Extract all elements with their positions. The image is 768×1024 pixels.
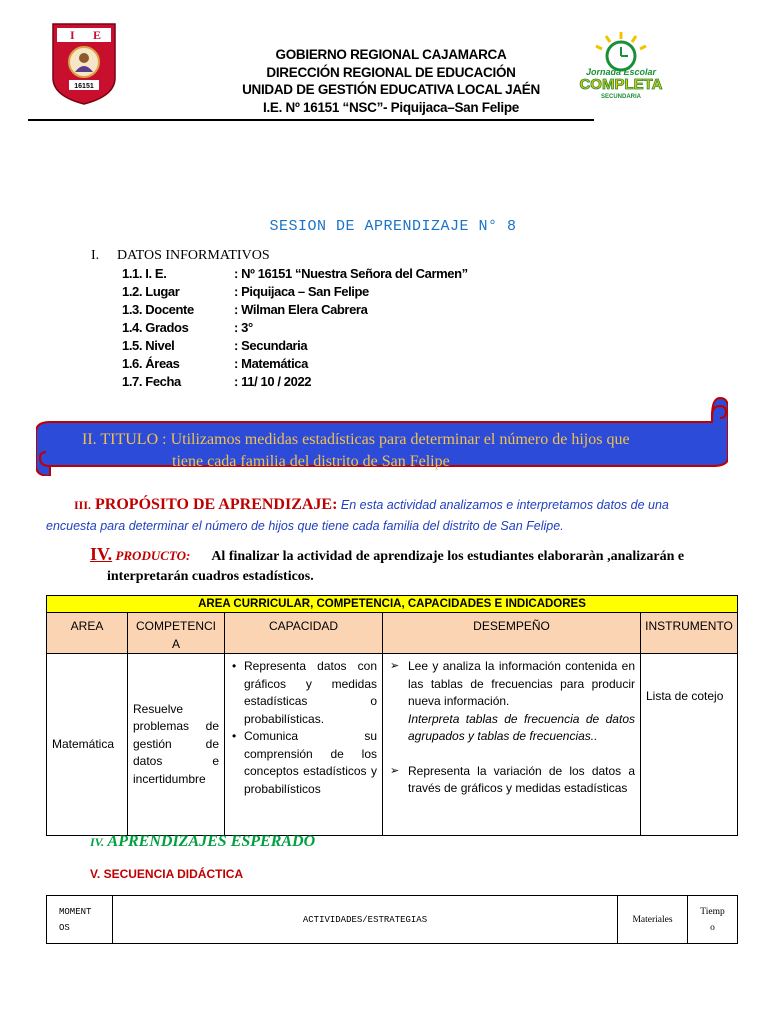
jornada-escolar-completa-logo (566, 30, 676, 102)
section-3-numeral: III. (74, 498, 92, 512)
section-2-line-2: tiene cada familia del distrito de San Felipe (172, 453, 450, 470)
cell-area: Matemática (47, 654, 128, 836)
section-3-label: PROPÓSITO DE APRENDIZAJE: (91, 496, 338, 513)
header-instrumento: INSTRUMENTO (641, 613, 738, 654)
logo-line-2: COMPLETA (579, 76, 663, 93)
section-4-text-2: interpretarán cuadros estadísticos. (107, 569, 314, 584)
header-line-2: DIRECCIÓN REGIONAL DE EDUCACIÓN (266, 64, 516, 80)
section-2-label: II. TITULO : (82, 431, 171, 448)
institution-header (200, 46, 582, 116)
section-3-text-2: encuesta para determinar el número de hijos que tiene cada familia del distrito de San Felipe. (46, 519, 564, 533)
datos-key: 1.3. Docente (122, 302, 194, 317)
crest-number: 16151 (74, 83, 94, 90)
crest-letter-i: I (70, 28, 75, 42)
logo-line-1: Jornada Escolar (585, 67, 657, 77)
aprend-label: APRENDIZAJES ESPERADO (104, 833, 316, 850)
desempeno-item: ➢ Representa la variación de los datos a través de gráficos y medidas estadísticas (388, 763, 635, 798)
datos-value: : 11/ 10 / 2022 (234, 374, 312, 389)
header-divider (28, 119, 594, 121)
header-line-3: UNIDAD DE GESTIÓN EDUCATIVA LOCAL JAÉN (242, 82, 540, 97)
cell-competencia: Resuelve problemas de gestión de datos e incertidumbre (128, 654, 225, 836)
datos-row (122, 283, 468, 301)
section-aprendizajes (90, 833, 315, 851)
curriculum-table-banner: AREA CURRICULAR, COMPETENCIA, CAPACIDADES E INDICADORES (47, 596, 738, 613)
desempeno-item: ➢ Lee y analiza la información contenida en las tablas de frecuencias para producir nueva información. Interpreta tablas de frecuencia de datos agrupados y tablas de frecuencias.. (388, 658, 635, 746)
datos-row (122, 265, 468, 283)
seq-header-materiales: Materiales (618, 896, 688, 944)
datos-list (122, 265, 468, 391)
capacidad-item: • Comunica su comprensión de los conceptos estadísticos y probabilísticos (230, 728, 377, 798)
datos-key: 1.1. I. E. (122, 266, 167, 281)
logo-line-3: SECUNDARIA (600, 94, 642, 100)
seq-header-momentos: MOMENT OS (47, 896, 113, 944)
section-3-proposito (46, 494, 740, 537)
sequence-table (46, 895, 738, 944)
datos-row (122, 373, 468, 391)
section-2-line-1: Utilizamos medidas estadísticas para determinar el número de hijos que (170, 431, 630, 448)
header-capacidad: CAPACIDAD (225, 613, 383, 654)
datos-key: 1.5. Nivel (122, 338, 175, 353)
section-4-text-1: Al finalizar la actividad de aprendizaje los estudiantes elaboraràn ,analizarán e (211, 549, 685, 564)
aprend-numeral: IV. (90, 835, 105, 849)
header-line-4: I.E. Nº 16151 “NSC”- Piquijaca–San Felipe (263, 99, 519, 115)
curriculum-table (46, 595, 738, 836)
session-title: SESION DE APRENDIZAJE N° 8 (269, 218, 517, 235)
datos-row (122, 301, 468, 319)
header-competencia: COMPETENCI A (128, 613, 225, 654)
cell-desempeno (383, 654, 641, 836)
datos-row (122, 337, 468, 355)
section-1-title: DATOS INFORMATIVOS (117, 248, 270, 263)
section-4-numeral: IV. (90, 544, 113, 564)
datos-row (122, 319, 468, 337)
section-5-title: V. SECUENCIA DIDÁCTICA (90, 867, 244, 881)
section-2-title (82, 429, 722, 473)
datos-key: 1.6. Áreas (122, 356, 180, 371)
section-3-text-1: En esta actividad analizamos e interpretamos datos de una (337, 498, 669, 512)
datos-key: 1.7. Fecha (122, 374, 181, 389)
datos-value: : Nº 16151 “Nuestra Señora del Carmen” (234, 266, 468, 281)
datos-value: : Secundaria (234, 338, 308, 353)
datos-key: 1.2. Lugar (122, 284, 180, 299)
capacidad-item: • Representa datos con gráficos y medidas estadísticas o probabilísticas. (230, 658, 377, 728)
header-area: AREA (47, 613, 128, 654)
seq-header-actividades: ACTIVIDADES/ESTRATEGIAS (113, 896, 618, 944)
datos-value: : Matemática (234, 356, 308, 371)
datos-value: : Piquijaca – San Felipe (234, 284, 369, 299)
crest-letter-e: E (93, 28, 102, 42)
section-1-numeral: I. (91, 248, 100, 263)
datos-value: : Wilman Elera Cabrera (234, 302, 368, 317)
seq-header-tiempo: Tiemp o (688, 896, 738, 944)
header-desempeno: DESEMPEÑO (383, 613, 641, 654)
datos-value: : 3° (234, 320, 253, 335)
cell-capacidad (225, 654, 383, 836)
section-4-label: PRODUCTO: (112, 548, 191, 563)
cell-instrumento: Lista de cotejo (641, 654, 738, 836)
datos-key: 1.4. Grados (122, 320, 189, 335)
datos-row (122, 355, 468, 373)
header-line-1: GOBIERNO REGIONAL CAJAMARCA (275, 47, 507, 62)
section-4-producto (90, 544, 740, 587)
school-crest-icon (49, 20, 119, 106)
section-1-heading (91, 248, 270, 264)
